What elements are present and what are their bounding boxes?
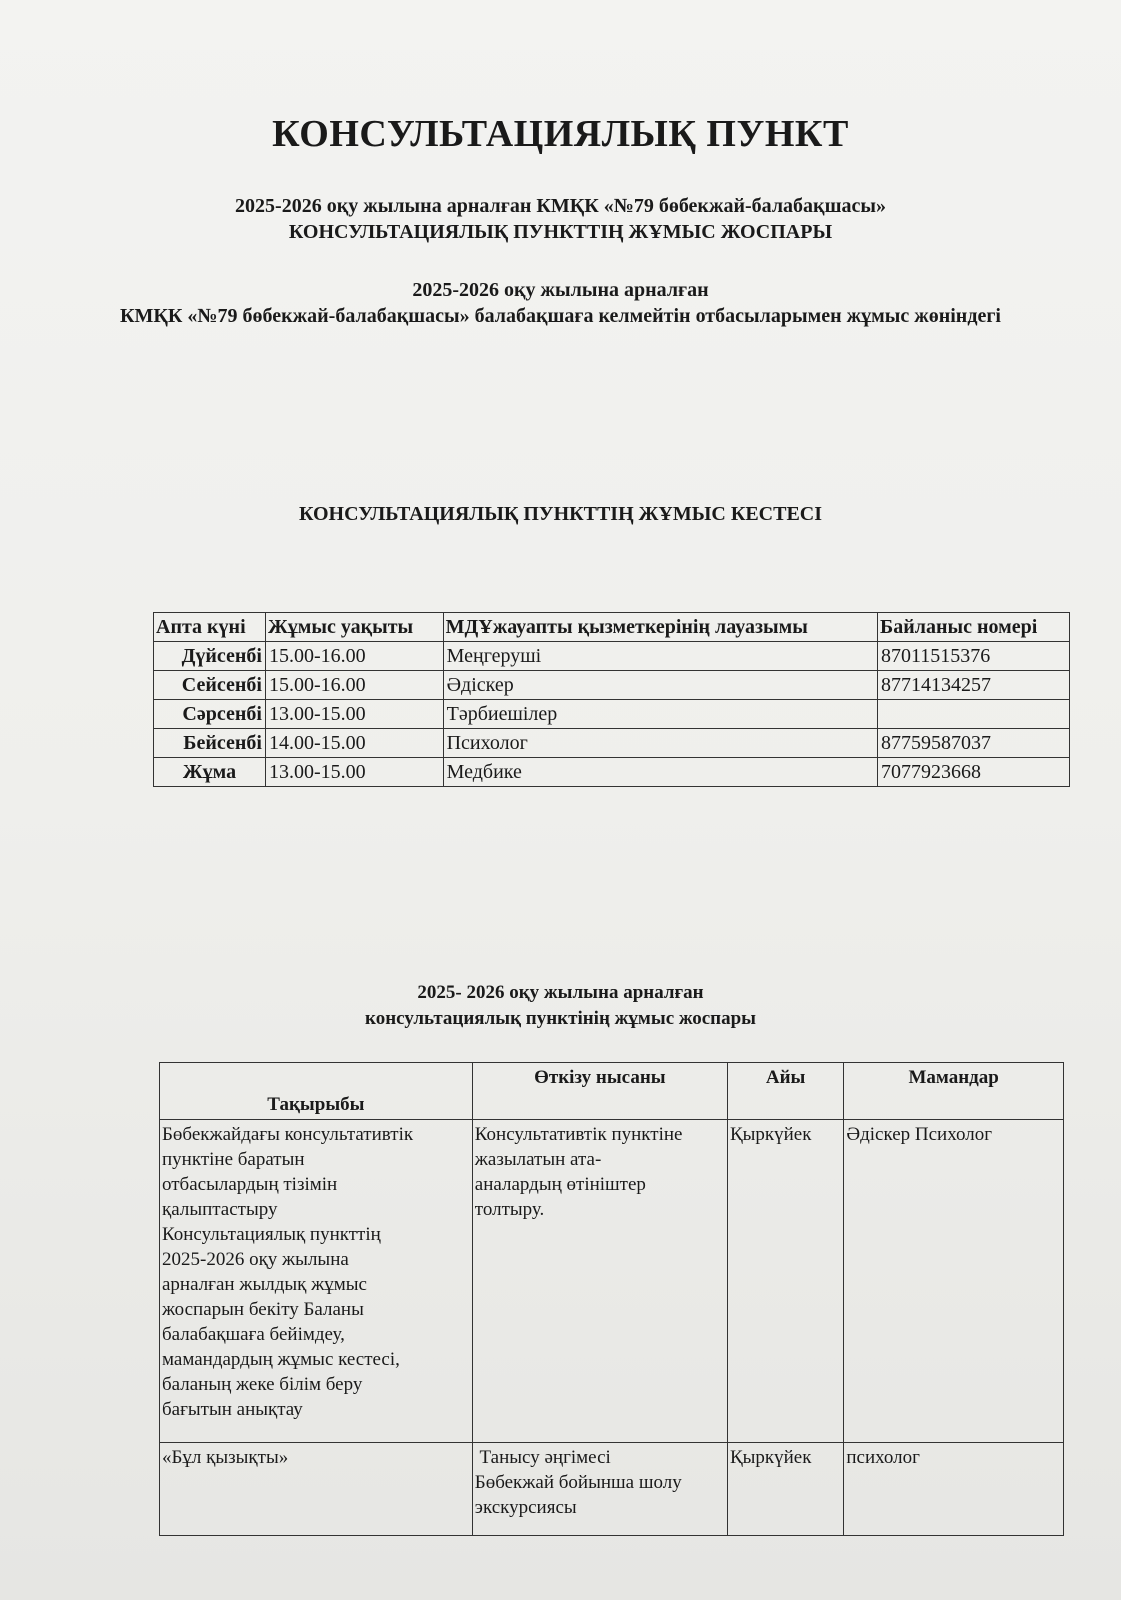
topic-cell [160, 1120, 473, 1443]
table-row [154, 758, 1070, 787]
schedule-header-row [154, 613, 1070, 642]
topic-line: отбасылардың тізімін [162, 1174, 338, 1195]
day-cell: Сәрсенбі [154, 700, 266, 729]
topic-line: қалыптастыру [162, 1199, 278, 1220]
time-cell: 13.00-15.00 [265, 758, 443, 787]
header-day: Апта күні [154, 613, 266, 642]
specialists-cell: психолог [844, 1443, 1064, 1536]
topic-line: Консультациялық пункттің [162, 1224, 381, 1245]
topic-line: пунктіне баратын [162, 1149, 305, 1170]
day-cell: Жұма [154, 758, 266, 787]
time-cell: 14.00-15.00 [265, 729, 443, 758]
role-cell: Әдіскер [443, 671, 877, 700]
form-line: аналардың өтініштер [474, 1174, 646, 1195]
phone-cell [877, 700, 1069, 729]
main-title: КОНСУЛЬТАЦИЯЛЫҚ ПУНКТ [272, 113, 849, 155]
subtitle2-line-1: 2025-2026 оқу жылына арналған [412, 279, 709, 301]
schedule-title: КОНСУЛЬТАЦИЯЛЫҚ ПУНКТТІҢ ЖҰМЫС КЕСТЕСІ [298, 503, 823, 525]
header-role: МДҰжауапты қызметкерінің лауазымы [443, 613, 877, 642]
plan-table [159, 1062, 1064, 1536]
topic-line: баланың жеке білім беру [162, 1374, 363, 1395]
plan-title-line-2: консультациялық пунктінің жұмыс жоспары [365, 1008, 756, 1029]
topic-line: бағытын анықтау [162, 1399, 303, 1420]
topic-line: «Бұл қызықты» [162, 1447, 289, 1468]
plan-title [0, 980, 1121, 1032]
table-row [154, 671, 1070, 700]
role-cell: Медбике [443, 758, 877, 787]
form-line: экскурсиясы [474, 1497, 577, 1518]
header-form: Өткізу нысаны [472, 1063, 727, 1120]
month-cell: Қыркүйек [727, 1120, 843, 1443]
subtitle-block-1 [0, 193, 1121, 245]
table-row [154, 700, 1070, 729]
phone-cell: 7077923668 [877, 758, 1069, 787]
subtitle-line-2: КОНСУЛЬТАЦИЯЛЫҚ ПУНКТТІҢ ЖҰМЫС ЖОСПАРЫ [288, 221, 833, 243]
phone-cell: 87759587037 [877, 729, 1069, 758]
table-row [160, 1443, 1064, 1536]
day-cell: Сейсенбі [154, 671, 266, 700]
specialists-cell: Әдіскер Психолог [844, 1120, 1064, 1443]
table-row [160, 1120, 1064, 1443]
form-line: Бөбекжай бойынша шолу [474, 1472, 682, 1493]
header-phone: Байланыс номері [877, 613, 1069, 642]
subtitle2-line-2: КМҚК «№79 бөбекжай-балабақшасы» балабақшаға келмейтін отбасыларымен жұмыс жөніндегі [120, 305, 1001, 327]
time-cell: 13.00-15.00 [265, 700, 443, 729]
header-time: Жұмыс уақыты [265, 613, 443, 642]
topic-line: 2025-2026 оқу жылына [162, 1249, 349, 1270]
topic-line: жоспарын бекіту Баланы [162, 1299, 364, 1320]
form-cell [472, 1120, 727, 1443]
topic-line: балабақшаға бейімдеу, [162, 1324, 345, 1345]
schedule-table [153, 612, 1070, 787]
role-cell: Психолог [443, 729, 877, 758]
header-month: Айы [727, 1063, 843, 1120]
phone-cell: 87714134257 [877, 671, 1069, 700]
month-cell: Қыркүйек [727, 1443, 843, 1536]
subtitle-line-1: 2025-2026 оқу жылына арналған КМҚК «№79 бөбекжай-балабақшасы» [235, 195, 886, 217]
form-line: Танысу әңгімесі [474, 1447, 611, 1468]
form-line: толтыру. [474, 1199, 545, 1220]
form-line: жазылатын ата- [474, 1149, 602, 1170]
phone-cell: 87011515376 [877, 642, 1069, 671]
header-specialists: Мамандар [844, 1063, 1064, 1120]
role-cell: Тәрбиешілер [443, 700, 877, 729]
topic-cell [160, 1443, 473, 1536]
form-line: Консультативтік пунктіне [474, 1124, 683, 1145]
table-row [154, 642, 1070, 671]
header-topic: Тақырыбы [160, 1063, 473, 1120]
time-cell: 15.00-16.00 [265, 642, 443, 671]
table-row [154, 729, 1070, 758]
topic-line: мамандардың жұмыс кестесі, [162, 1349, 400, 1370]
day-cell: Бейсенбі [154, 729, 266, 758]
subtitle-block-2 [0, 277, 1121, 329]
topic-line: Бөбекжайдағы консультативтік [162, 1124, 414, 1145]
time-cell: 15.00-16.00 [265, 671, 443, 700]
plan-title-line-1: 2025- 2026 оқу жылына арналған [417, 982, 704, 1003]
role-cell: Меңгеруші [443, 642, 877, 671]
day-cell: Дүйсенбі [154, 642, 266, 671]
plan-header-row [160, 1063, 1064, 1120]
topic-line: арналған жылдық жұмыс [162, 1274, 367, 1295]
form-cell [472, 1443, 727, 1536]
